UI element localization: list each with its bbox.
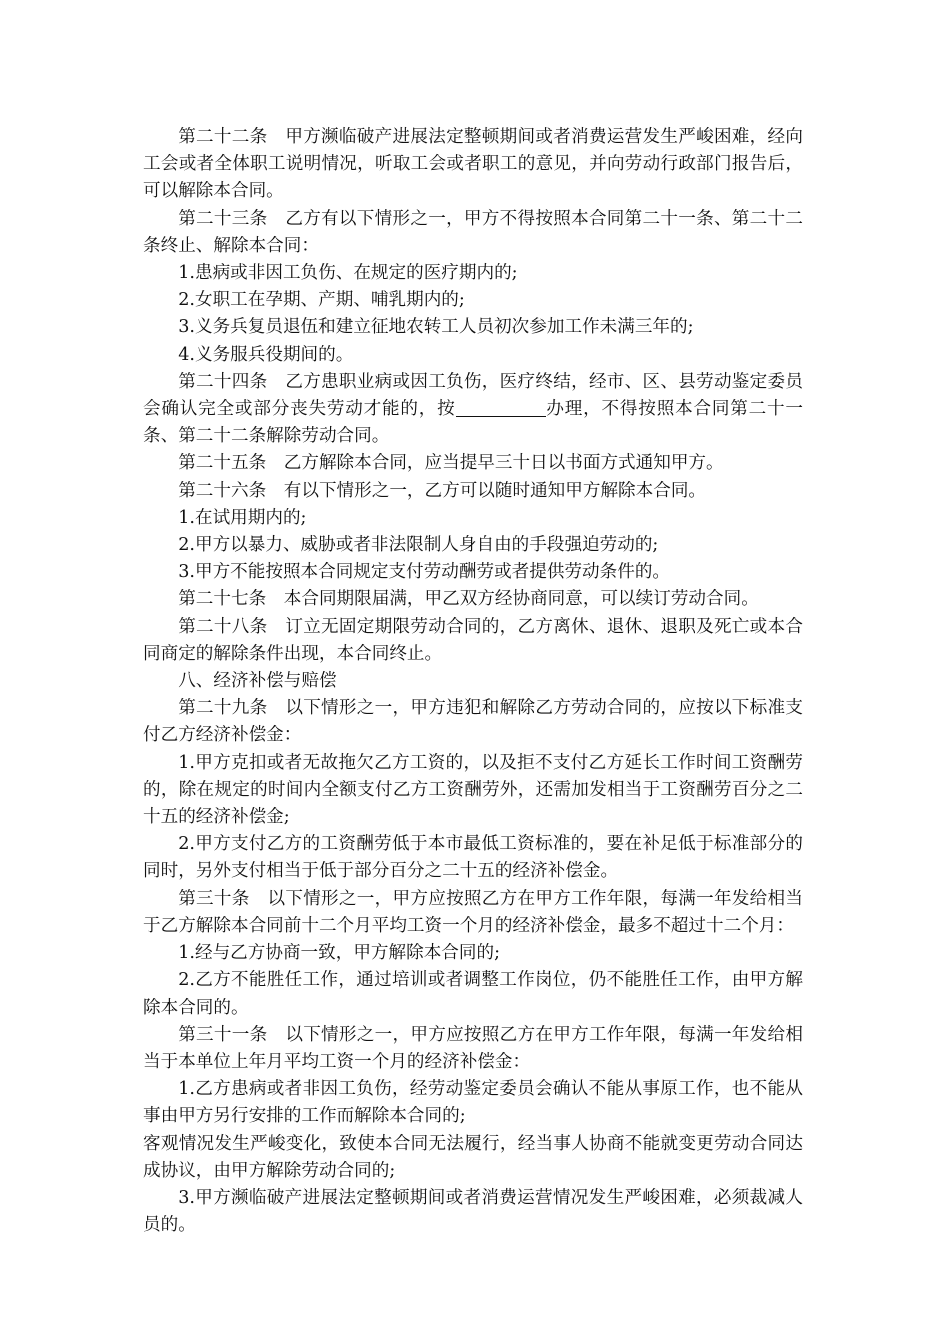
list-item: 2.乙方不能胜任工作，通过培训或者调整工作岗位，仍不能胜任工作，由甲方解除本合同的。 — [143, 970, 803, 1018]
article-29 — [143, 695, 803, 749]
list-item: 2.甲方以暴力、威胁或者非法限制人身自由的手段强迫劳动的; — [178, 535, 659, 556]
article-28 — [143, 614, 803, 668]
article-number: 第二十七条 — [178, 589, 267, 610]
article-text: 订立无固定期限劳动合同的，乙方离休、退休、退职及死亡或本合同商定的解除条件出现，本合同终止。 — [143, 616, 803, 664]
list-item: 1.乙方患病或者非因工负伤，经劳动鉴定委员会确认不能从事原工作，也不能从事由甲方另行安排的工作而解除本合同的; — [143, 1079, 803, 1127]
article-text: 乙方解除本合同，应当提早三十日以书面方式通知甲方。 — [283, 453, 724, 474]
document-body — [143, 124, 803, 1239]
article-24 — [143, 369, 803, 451]
article-text: 乙方有以下情形之一，甲方不得按照本合同第二十一条、第二十二条终止、解除本合同： — [143, 208, 803, 256]
section-heading: 八、经济补偿与赔偿 — [178, 671, 337, 692]
article-number: 第二十四条 — [178, 371, 268, 392]
article-number: 第二十八条 — [178, 616, 268, 637]
list-item: 3.义务兵复员退伍和建立征地农转工人员初次参加工作未满三年的; — [178, 317, 694, 338]
list-item: 2.女职工在孕期、产期、哺乳期内的; — [178, 290, 465, 311]
article-31 — [143, 1022, 803, 1076]
list-item: 1.患病或非因工负伤、在规定的医疗期内的; — [178, 263, 518, 284]
article-number: 第三十一条 — [178, 1024, 268, 1045]
list-item: 客观情况发生严峻变化，致使本合同无法履行，经当事人协商不能就变更劳动合同达成协议，由甲方解除劳动合同的; — [143, 1133, 803, 1181]
list-item: 3.甲方不能按照本合同规定支付劳动酬劳或者提供劳动条件的。 — [178, 562, 671, 583]
article-text: 乙方患职业病或因工负伤，医疗终结，经市、区、县劳动鉴定委员会确认完全或部分丧失劳动才能的，按 — [143, 371, 803, 420]
article-27 — [143, 586, 803, 613]
article-text: 以下情形之一，甲方违犯和解除乙方劳动合同的，应按以下标准支付乙方经济补偿金： — [143, 698, 803, 746]
article-number: 第二十三条 — [178, 208, 268, 229]
article-30 — [143, 886, 803, 940]
article-text: 有以下情形之一，乙方可以随时通知甲方解除本合同。 — [283, 480, 707, 501]
article-22 — [143, 124, 803, 206]
article-26 — [143, 478, 803, 505]
fill-in-blank[interactable] — [456, 398, 546, 417]
article-25 — [143, 450, 803, 477]
list-item: 1.在试用期内的; — [178, 507, 307, 528]
list-item: 3.甲方濒临破产进展法定整顿期间或者消费运营情况发生严峻困难，必须裁减人员的。 — [143, 1187, 803, 1236]
article-number: 第二十五条 — [178, 453, 267, 474]
article-number: 第三十条 — [178, 888, 250, 909]
article-text: 以下情形之一，甲方应按照乙方在甲方工作年限，每满一年发给相当于乙方解除本合同前十二个月平均工资一个月的经济补偿金，最多不超过十二个月： — [143, 888, 803, 936]
list-item: 2.甲方支付乙方的工资酬劳低于本市最低工资标准的，要在补足低于标准部分的同时，另外支付相当于低于部分百分之二十五的经济补偿金。 — [143, 834, 803, 882]
article-number: 第二十六条 — [178, 480, 267, 501]
article-text: 以下情形之一，甲方应按照乙方在甲方工作年限，每满一年发给相当于本单位上年月平均工资一个月的经济补偿金： — [143, 1024, 803, 1072]
article-text: 本合同期限届满，甲乙双方经协商同意，可以续订劳动合同。 — [283, 589, 759, 610]
list-item: 1.甲方克扣或者无故拖欠乙方工资的，以及拒不支付乙方延长工作时间工资酬劳的，除在规定的时间内全额支付乙方工资酬劳外，还需加发相当于工资酬劳百分之二十五的经济补偿金; — [143, 752, 803, 828]
article-number: 第二十九条 — [178, 698, 268, 719]
article-number: 第二十二条 — [178, 127, 268, 147]
article-text: 甲方濒临破产进展法定整顿期间或者消费运营发生严峻困难，经向工会或者全体职工说明情况，听取工会或者职工的意见，并向劳动行政部门报告后，可以解除本合同。 — [143, 127, 803, 202]
article-23 — [143, 206, 803, 260]
article-text: 办理，不得按照本合同第二十一条、第二十二条解除劳动合同。 — [143, 399, 803, 447]
list-item: 4.义务服兵役期间的。 — [178, 344, 354, 365]
list-item: 1.经与乙方协商一致，甲方解除本合同的; — [178, 943, 500, 964]
